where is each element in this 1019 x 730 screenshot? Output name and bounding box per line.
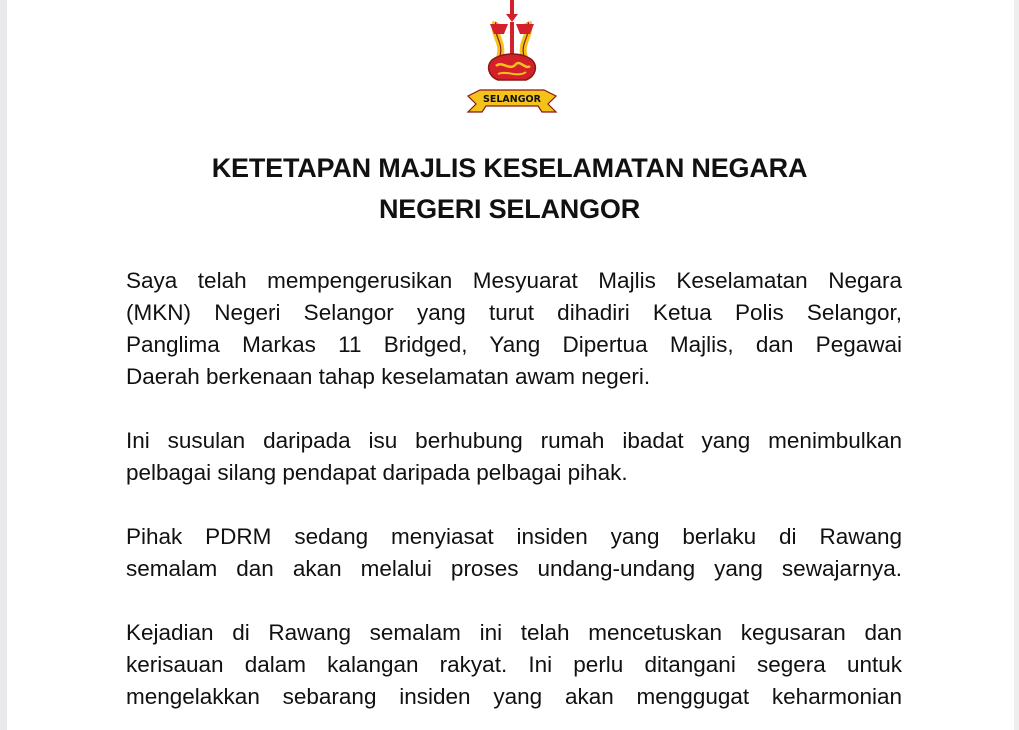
crest-spear-shaft	[510, 0, 514, 14]
selangor-crest-logo	[462, 0, 562, 118]
document-body	[126, 265, 902, 730]
page-left-edge	[0, 0, 7, 730]
paragraph-line: Daerah berkenaan tahap keselamatan awam negeri.	[126, 364, 651, 389]
document-title	[0, 148, 1019, 230]
page-right-edge	[1014, 0, 1019, 730]
paragraph-1	[126, 265, 902, 393]
title-line-2: NEGERI SELANGOR	[378, 194, 641, 224]
paragraph-line: (MKN) Negeri Selangor yang turut dihadiri Ketua Polis Selangor,	[126, 300, 902, 325]
paragraph-line: Kejadian di Rawang semalam ini telah mencetuskan kegusaran dan	[126, 620, 902, 645]
paragraph-3	[126, 521, 902, 585]
paragraph-line: pelbagai silang pendapat daripada pelbagai pihak.	[126, 460, 628, 485]
paragraph-line: mengelakkan sebarang insiden yang akan menggugat keharmonian	[126, 684, 902, 709]
paragraph-line: Panglima Markas 11 Bridged, Yang Dipertua Majlis, dan Pegawai	[126, 332, 902, 357]
crest-ribbon-label: SELANGOR	[483, 94, 541, 105]
title-line-1: KETETAPAN MAJLIS KESELAMATAN NEGARA	[211, 153, 808, 183]
paragraph-line: Ini susulan daripada isu berhubung rumah ibadat yang menimbulkan	[126, 428, 902, 453]
paragraph-line: Pihak PDRM sedang menyiasat insiden yang berlaku di Rawang	[126, 524, 902, 549]
paragraph-line: Saya telah mempengerusikan Mesyuarat Majlis Keselamatan Negara	[126, 268, 902, 293]
paragraph-4	[126, 617, 902, 713]
paragraph-line: semalam dan akan melalui proses undang-undang yang sewajarnya.	[126, 556, 902, 581]
paragraph-line: kerisauan dalam kalangan rakyat. Ini perlu ditangani segera untuk	[126, 652, 902, 677]
crest-spear-tip	[506, 14, 518, 22]
paragraph-2	[126, 425, 902, 489]
